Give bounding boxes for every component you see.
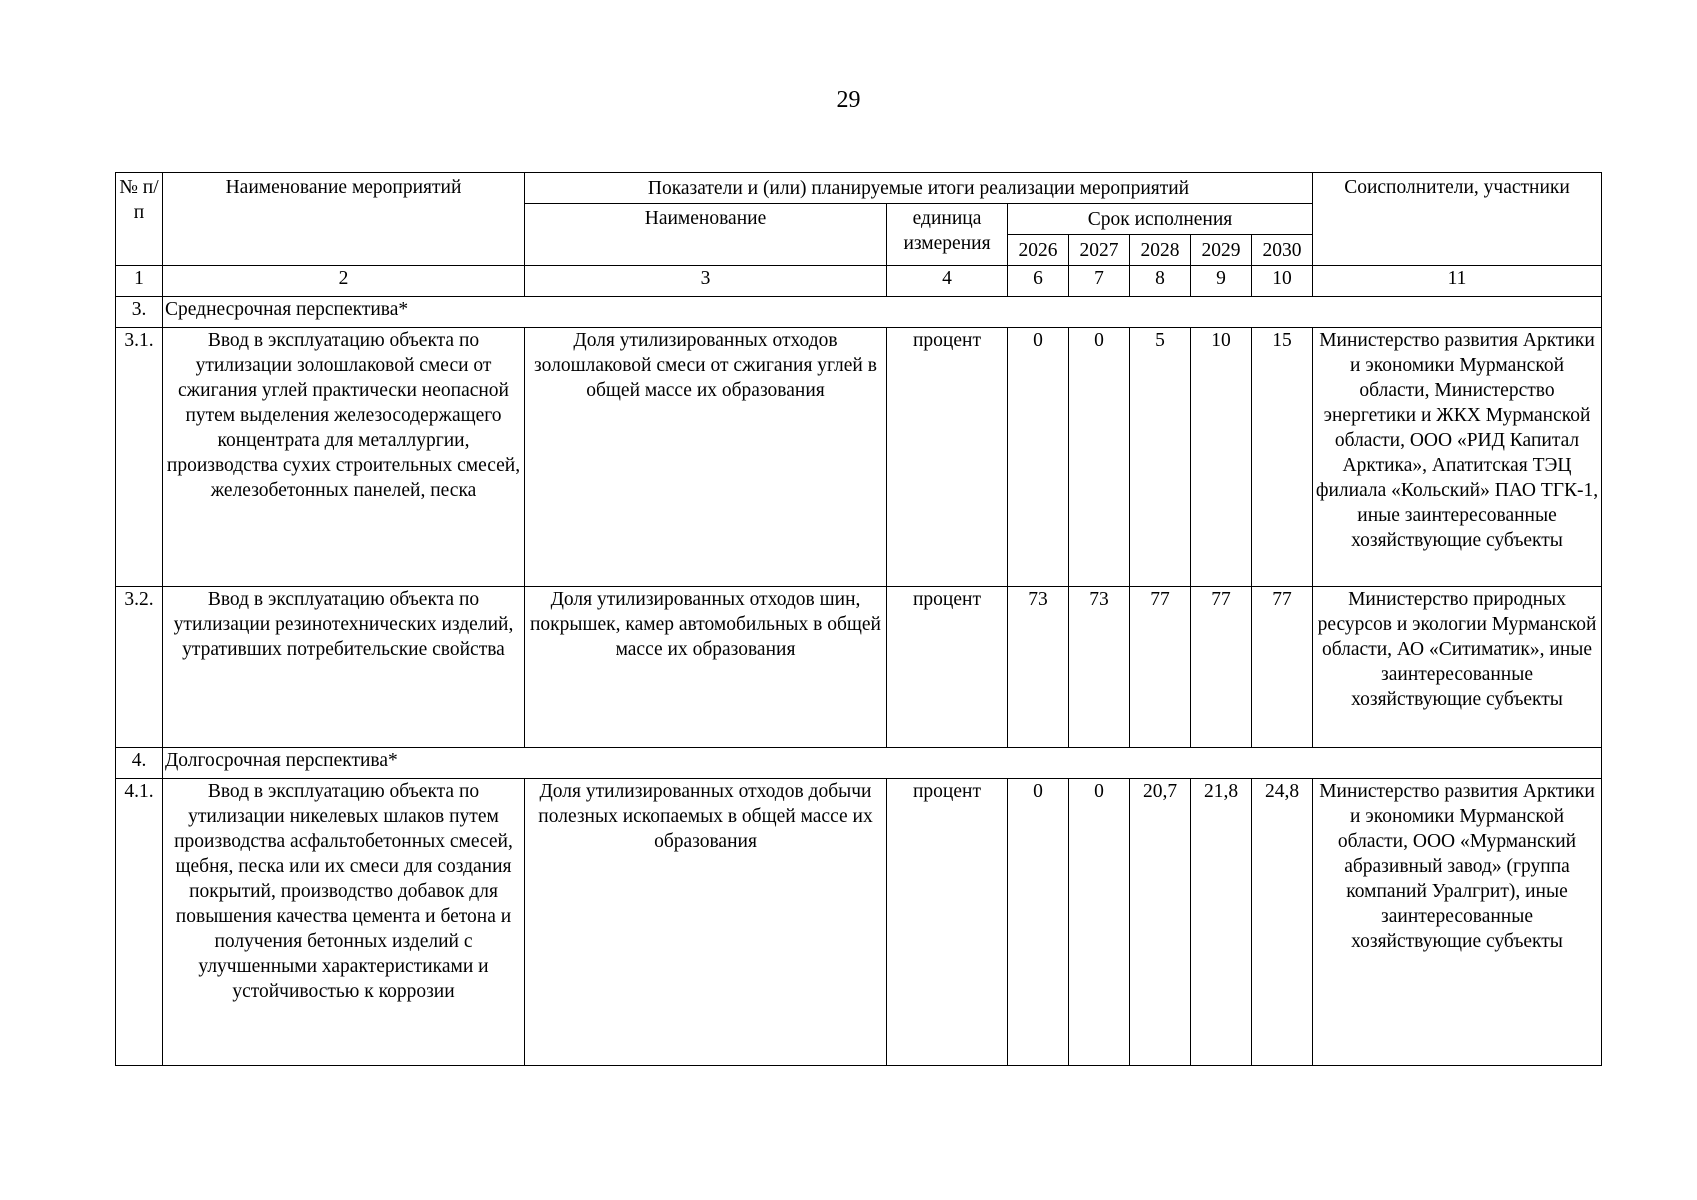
header-indicator-name: Наименование <box>525 204 887 266</box>
unit-cell: процент <box>887 328 1008 587</box>
header-deadline: Срок исполнения <box>1008 204 1313 235</box>
value-cell: 77 <box>1252 587 1313 748</box>
header-num: № п/п <box>116 173 163 266</box>
indicator-name: Доля утилизированных отходов золошлаковой смеси от сжигания углей в общей массе их образования <box>525 328 887 587</box>
value-cell: 73 <box>1008 587 1069 748</box>
value-cell: 73 <box>1069 587 1130 748</box>
column-number: 3 <box>525 266 887 297</box>
column-number: 4 <box>887 266 1008 297</box>
activity-name: Ввод в эксплуатацию объекта по утилизации никелевых шлаков путем производства асфальтобетонных смесей, щебня, песка или их смеси для создания покрытий, производство добавок для повышения качества цемента и бетона и получения бетонных изделий с улучшенными характеристиками и устойчивостью к коррозии <box>163 779 525 1066</box>
value-cell: 77 <box>1130 587 1191 748</box>
activity-name: Ввод в эксплуатацию объекта по утилизации золошлаковой смеси от сжигания углей практически неопасной путем выделения железосодержащего концентрата для металлургии, производства сухих строительных смесей, железобетонных панелей, песка <box>163 328 525 587</box>
row-number: 3.1. <box>116 328 163 587</box>
participants-cell: Министерство развития Арктики и экономики Мурманской области, ООО «Мурманский абразивный завод» (группа компаний Уралгрит), иные заинтересованные хозяйствующие субъекты <box>1313 779 1602 1066</box>
row-number: 3.2. <box>116 587 163 748</box>
table-row <box>116 587 1602 748</box>
header-year: 2029 <box>1191 235 1252 266</box>
column-number: 10 <box>1252 266 1313 297</box>
header-year: 2028 <box>1130 235 1191 266</box>
activity-name: Ввод в эксплуатацию объекта по утилизации резинотехнических изделий, утративших потребительские свойства <box>163 587 525 748</box>
value-cell: 5 <box>1130 328 1191 587</box>
value-cell: 20,7 <box>1130 779 1191 1066</box>
indicator-name: Доля утилизированных отходов шин, покрышек, камер автомобильных в общей массе их образования <box>525 587 887 748</box>
header-activity-name: Наименование мероприятий <box>163 173 525 266</box>
activities-table <box>115 172 1602 1066</box>
unit-cell: процент <box>887 587 1008 748</box>
value-cell: 15 <box>1252 328 1313 587</box>
section-number: 4. <box>116 748 163 779</box>
header-unit: единица измерения <box>887 204 1008 266</box>
section-row <box>116 748 1602 779</box>
table-row <box>116 779 1602 1066</box>
value-cell: 0 <box>1069 779 1130 1066</box>
column-number: 9 <box>1191 266 1252 297</box>
table-row <box>116 328 1602 587</box>
header-year: 2026 <box>1008 235 1069 266</box>
column-number: 6 <box>1008 266 1069 297</box>
section-title: Долгосрочная перспектива* <box>163 748 1602 779</box>
page-number: 29 <box>836 87 861 113</box>
value-cell: 77 <box>1191 587 1252 748</box>
value-cell: 0 <box>1008 779 1069 1066</box>
value-cell: 21,8 <box>1191 779 1252 1066</box>
column-numbers-row <box>116 266 1602 297</box>
value-cell: 10 <box>1191 328 1252 587</box>
row-number: 4.1. <box>116 779 163 1066</box>
participants-cell: Министерство природных ресурсов и экологии Мурманской области, АО «Ситиматик», иные заинтересованные хозяйствующие субъекты <box>1313 587 1602 748</box>
section-row <box>116 297 1602 328</box>
value-cell: 0 <box>1008 328 1069 587</box>
column-number: 2 <box>163 266 525 297</box>
unit-cell: процент <box>887 779 1008 1066</box>
header-year: 2027 <box>1069 235 1130 266</box>
indicator-name: Доля утилизированных отходов добычи полезных ископаемых в общей массе их образования <box>525 779 887 1066</box>
header-year: 2030 <box>1252 235 1313 266</box>
column-number: 8 <box>1130 266 1191 297</box>
section-title: Среднесрочная перспектива* <box>163 297 1602 328</box>
header-coexecutors: Соисполнители, участники <box>1313 173 1602 266</box>
column-number: 1 <box>116 266 163 297</box>
header-indicators-group: Показатели и (или) планируемые итоги реализации мероприятий <box>525 173 1313 204</box>
participants-cell: Министерство развития Арктики и экономики Мурманской области, Министерство энергетики и ЖКХ Мурманской области, ООО «РИД Капитал Арктика», Апатитская ТЭЦ филиала «Кольский» ПАО ТГК-1, иные заинтересованные хозяйствующие субъекты <box>1313 328 1602 587</box>
value-cell: 24,8 <box>1252 779 1313 1066</box>
column-number: 11 <box>1313 266 1602 297</box>
header-row-1 <box>116 173 1602 204</box>
section-number: 3. <box>116 297 163 328</box>
value-cell: 0 <box>1069 328 1130 587</box>
column-number: 7 <box>1069 266 1130 297</box>
